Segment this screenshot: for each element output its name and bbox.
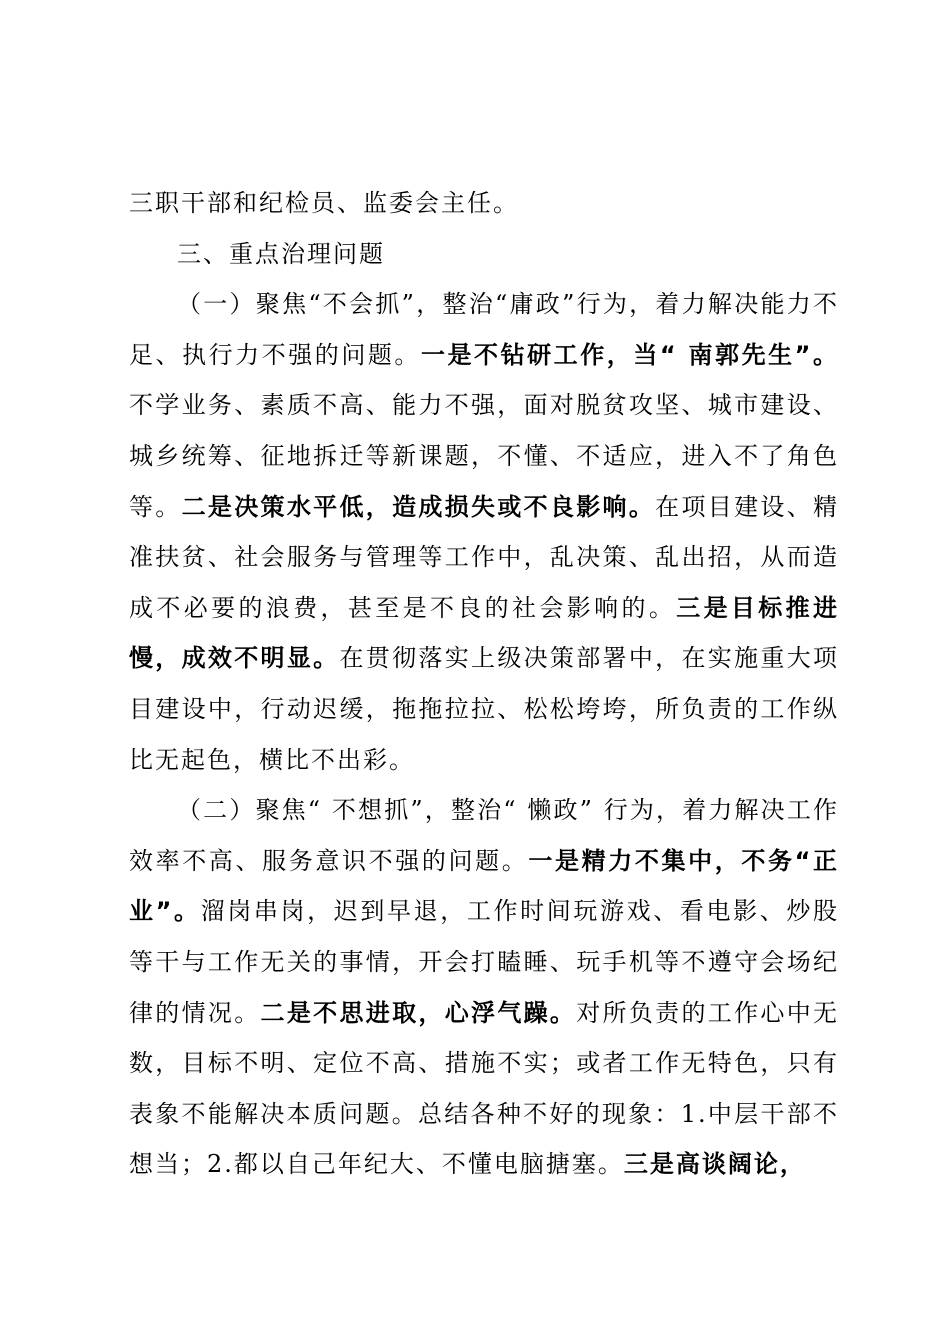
bold-run: 一是不钻研工作，当“ 南郭先生”。 bbox=[420, 340, 840, 369]
text-run: 不学业务、素质不高、能力不强，面对脱贫攻坚、城市建设、城乡统筹、征地拆迁等新课题，不懂、不适应，进入不了角色等。 bbox=[129, 391, 839, 521]
section-heading-text: 三、重点治理问题 bbox=[177, 239, 385, 268]
text-run: （一）聚焦“不会抓”，整治“庸政”行为，着力解决能力不足、执行力不强的问题。 bbox=[129, 290, 839, 369]
text-run: （二）聚焦“ 不想抓”，整治“ 懒政” 行为，着力解决工作效率不高、服务意识不强的问题。 bbox=[129, 796, 839, 875]
paragraph-2 bbox=[129, 785, 839, 1190]
bold-run: 三是高谈阔论， bbox=[623, 1150, 806, 1179]
section-heading bbox=[129, 229, 839, 280]
bold-run: 二是决策水平低，造成损失或不良影响。 bbox=[181, 492, 656, 521]
document-body bbox=[129, 178, 839, 1190]
text-run: 在贯彻落实上级决策部署中，在实施重大项目建设中，行动迟缓，拖拖拉拉、松松垮垮，所负责的工作纵比无起色，横比不出彩。 bbox=[129, 644, 840, 774]
text-run: 三职干部和纪检员、监委会主任。 bbox=[129, 189, 519, 217]
text-run: 在项目建设、精准扶贫、社会服务与管理等工作中，乱决策、乱出招，从而造成不必要的浪费，甚至是不良的社会影响的。 bbox=[129, 492, 840, 622]
bold-run: 三是目标推进慢，成效不明显。 bbox=[129, 593, 840, 673]
paragraph-1 bbox=[129, 279, 839, 785]
bold-run: 一是精力不集中，不务“正业”。 bbox=[129, 846, 839, 926]
bold-run: 二是不思进取，心浮气躁。 bbox=[260, 998, 577, 1027]
text-run: 对所负责的工作心中无数，目标不明、定位不高、措施不实；或者工作无特色，只有表象不能解决本质问题。总结各种不好的现象：1.中层干部不想当；2.都以自己年纪大、不懂电脑搪塞。 bbox=[129, 998, 840, 1179]
body-text-line bbox=[129, 178, 839, 229]
text-run: 溜岗串岗，迟到早退，工作时间玩游戏、看电影、炒股等干与工作无关的事情，开会打瞌睡、玩手机等不遵守会场纪律的情况。 bbox=[129, 897, 840, 1027]
